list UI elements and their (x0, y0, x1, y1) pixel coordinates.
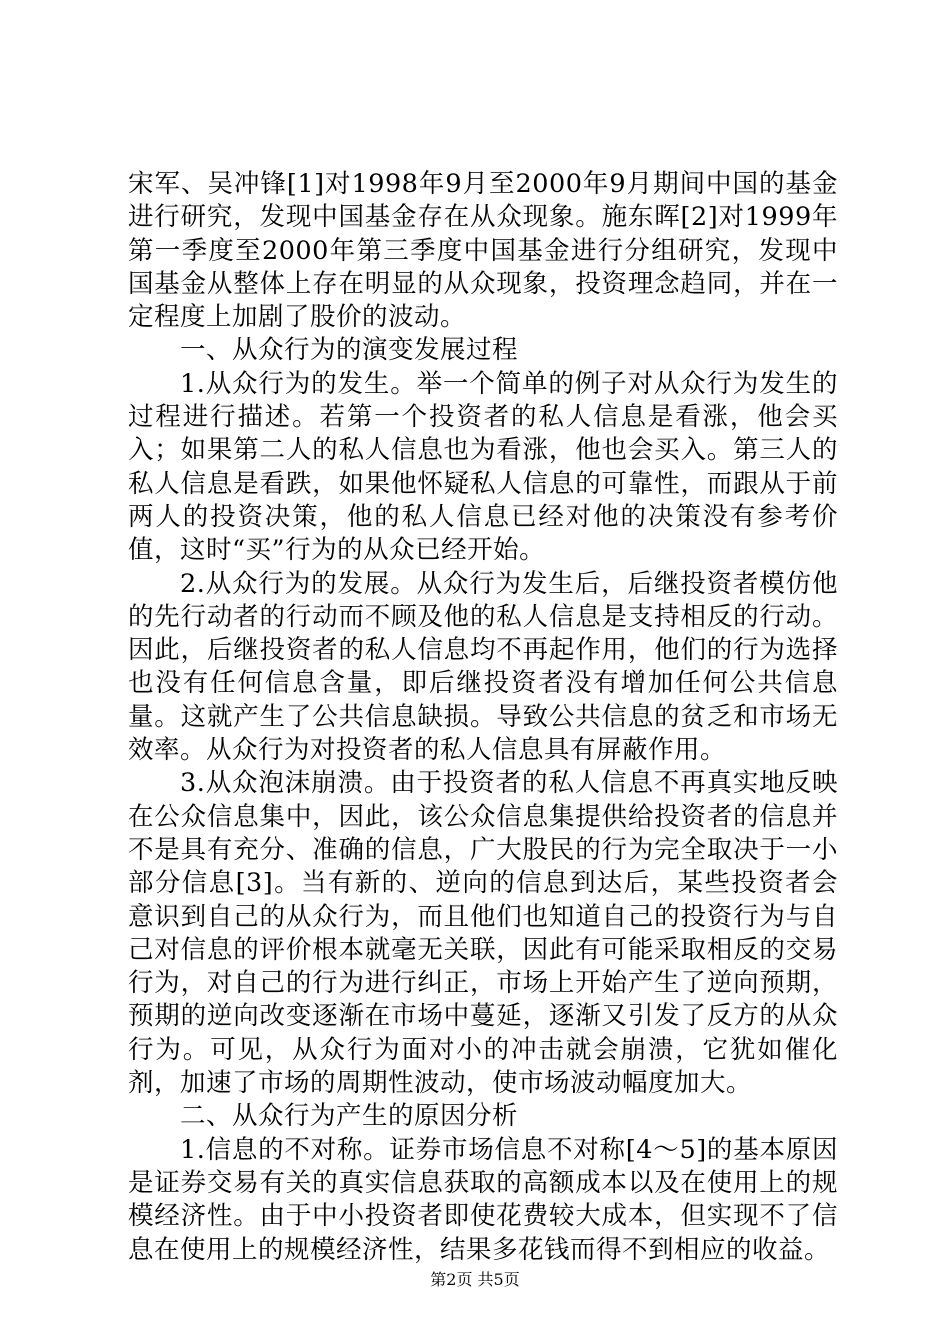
paragraph-development: 2.从众行为的发展。从众行为发生后，后继投资者模仿他的先行动者的行动而不顾及他的私人信息是支持相反的行动。因此，后继投资者的私人信息均不再起作用，他们的行为选择也没有任何信息含量，即后继投资者没有增加任何公共信息量。这就产生了公共信息缺损。导致公共信息的贫乏和市场无效率。从众行为对投资者的私人信息具有屏蔽作用。 (128, 568, 838, 766)
section-heading-2: 二、从众行为产生的原因分析 (180, 1101, 519, 1132)
paragraph-asymmetry: 1.信息的不对称。证券市场信息不对称[4～5]的基本原因是证券交易有关的真实信息获取的高额成本以及在使用上的规模经济性。由于中小投资者即使花费较大成本，但实现不了信息在使用上的规模经济性，结果多花钱而得不到相应的收益。 (128, 1134, 838, 1265)
section-heading-1: 一、从众行为的演变发展过程 (180, 335, 519, 366)
page-number-footer: 第2页 共5页 (430, 1270, 520, 1289)
paragraph-intro: 宋军、吴冲锋[1]对1998年9月至2000年9月期间中国的基金进行研究，发现中国基金存在从众现象。施东晖[2]对1999年第一季度至2000年第三季度中国基金进行分组研究，发现中国基金从整体上存在明显的从众现象，投资理念趋同，并在一定程度上加剧了股价的波动。 (128, 169, 838, 333)
paragraph-occurrence: 1.从众行为的发生。举一个简单的例子对从众行为发生的过程进行描述。若第一个投资者的私人信息是看涨，他会买入；如果第二人的私人信息也为看涨，他也会买入。第三人的私人信息是看跌，如果他怀疑私人信息的可靠性，而跟从于前两人的投资决策，他的私人信息已经对他的决策没有参考价值，这时“买”行为的从众已经开始。 (128, 368, 838, 566)
document-body (128, 168, 838, 1267)
paragraph-collapse: 3.从众泡沫崩溃。由于投资者的私人信息不再真实地反映在公众信息集中，因此，该公众信息集提供给投资者的信息并不是具有充分、准确的信息，广大股民的行为完全取决于一小部分信息[3]。当有新的、逆向的信息到达后，某些投资者会意识到自己的从众行为，而且他们也知道自己的投资行为与自己对信息的评价根本就毫无关联，因此有可能采取相反的交易行为，对自己的行为进行纠正，市场上开始产生了逆向预期，预期的逆向改变逐渐在市场中蔓延，逐渐又引发了反方的从众行为。可见，从众行为面对小的冲击就会崩溃，它犹如催化剂，加速了市场的周期性波动，使市场波动幅度加大。 (128, 768, 838, 1099)
